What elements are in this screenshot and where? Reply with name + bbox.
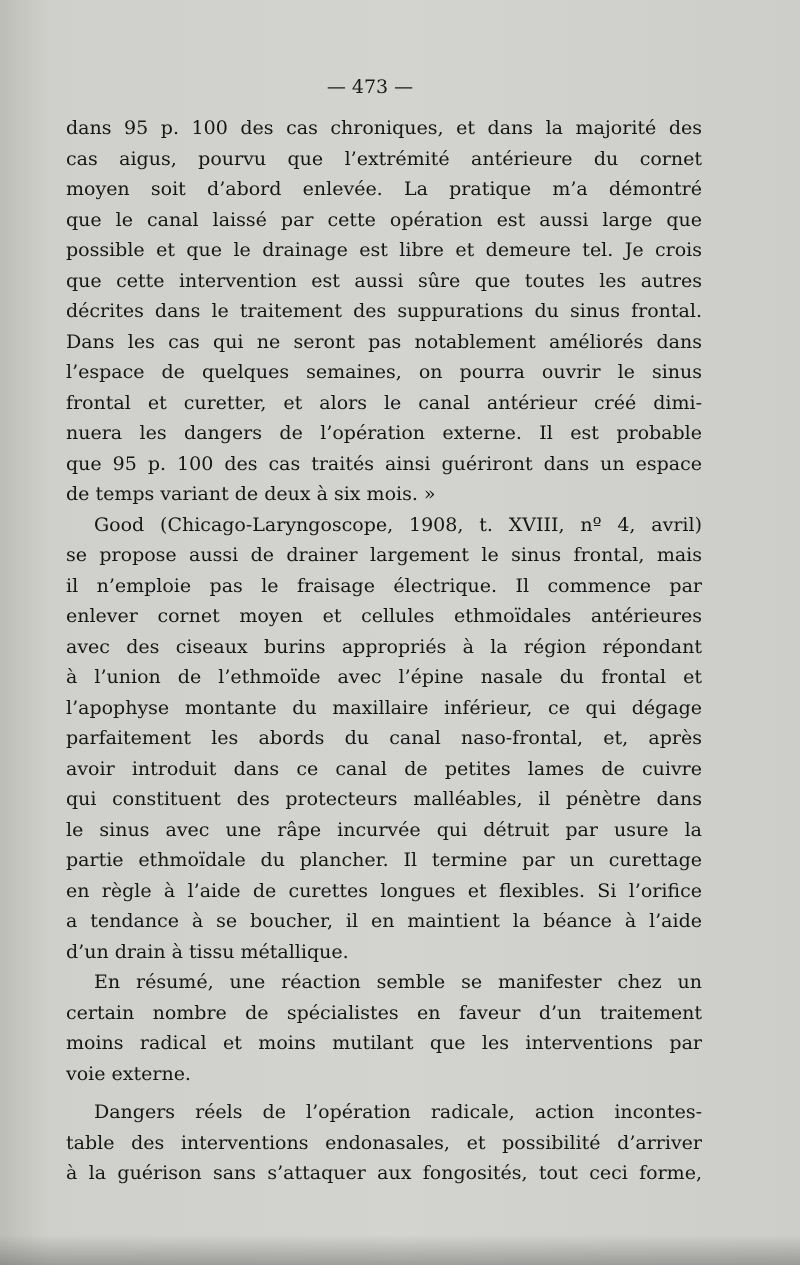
- text-line: il n’emploie pas le fraisage électrique. Il commence par: [66, 574, 702, 597]
- text-line: que le canal laissé par cette opération est aussi large que: [66, 208, 702, 231]
- text-line: enlever cornet moyen et cellules ethmoïdales antérieures: [66, 605, 702, 627]
- text-line: voie externe.: [66, 1062, 191, 1085]
- paragraph-3: [66, 967, 702, 1089]
- text-line: cas aigus, pourvu que l’extrémité antérieure du cornet: [66, 147, 702, 170]
- text-line: en règle à l’aide de curettes longues et flexibles. Si l’orifice: [66, 879, 702, 902]
- text-line: se propose aussi de drainer largement le sinus frontal, mais: [66, 544, 702, 566]
- text-line: avec des ciseaux burins appropriés à la région répondant: [66, 635, 702, 658]
- text-line: que 95 p. 100 des cas traités ainsi guériront dans un espace: [66, 452, 702, 475]
- text-line: Good (Chicago-Laryngoscope, 1908, t. XVIII, nº 4, avril): [94, 513, 702, 536]
- text-line: de temps variant de deux à six mois. »: [66, 483, 436, 505]
- text-line: l’espace de quelques semaines, on pourra ouvrir le sinus: [66, 361, 702, 383]
- text-line: à la guérison sans s’attaquer aux fongosités, tout ceci forme,: [66, 1162, 702, 1184]
- body-text: [66, 113, 702, 1189]
- scan-edge-shadow: [0, 1235, 800, 1265]
- text-line: possible et que le drainage est libre et demeure tel. Je crois: [66, 239, 702, 261]
- text-line: a tendance à se boucher, il en maintient la béance à l’aide: [66, 910, 702, 932]
- text-line: parfaitement les abords du canal naso-frontal, et, après: [66, 727, 702, 749]
- text-line: décrites dans le traitement des suppurations du sinus frontal.: [66, 300, 702, 322]
- text-line: dans 95 p. 100 des cas chroniques, et dans la majorité des: [66, 117, 702, 139]
- text-line: le sinus avec une râpe incurvée qui détruit par usure la: [66, 818, 702, 841]
- text-line: frontal et curetter, et alors le canal antérieur créé dimi-: [66, 391, 702, 414]
- text-line: Dangers réels de l’opération radicale, action incontes-: [94, 1101, 702, 1123]
- text-line: d’un drain à tissu métallique.: [66, 940, 349, 963]
- text-line: moyen soit d’abord enlevée. La pratique m’a démontré: [66, 178, 702, 200]
- text-line: Dans les cas qui ne seront pas notablement améliorés dans: [66, 330, 702, 353]
- text-line: partie ethmoïdale du plancher. Il termine par un curettage: [66, 849, 702, 871]
- text-line: qui constituent des protecteurs malléables, il pénètre dans: [66, 788, 702, 810]
- paragraph-1: [66, 113, 702, 510]
- text-line: que cette intervention est aussi sûre que toutes les autres: [66, 269, 702, 292]
- text-line: moins radical et moins mutilant que les interventions par: [66, 1032, 702, 1054]
- paragraph-gap: [66, 1089, 702, 1097]
- text-line: En résumé, une réaction semble se manifester chez un: [94, 971, 702, 993]
- text-line: nuera les dangers de l’opération externe. Il est probable: [66, 422, 702, 444]
- text-line: à l’union de l’ethmoïde avec l’épine nasale du frontal et: [66, 666, 702, 688]
- text-line: table des interventions endonasales, et possibilité d’arriver: [66, 1131, 702, 1154]
- paragraph-2: [66, 510, 702, 968]
- paragraph-4: [66, 1097, 702, 1189]
- text-line: l’apophyse montante du maxillaire inférieur, ce qui dégage: [66, 696, 702, 719]
- text-line: avoir introduit dans ce canal de petites lames de cuivre: [66, 757, 702, 780]
- page-number: — 473 —: [326, 76, 414, 98]
- text-line: certain nombre de spécialistes en faveur d’un traitement: [66, 1001, 702, 1024]
